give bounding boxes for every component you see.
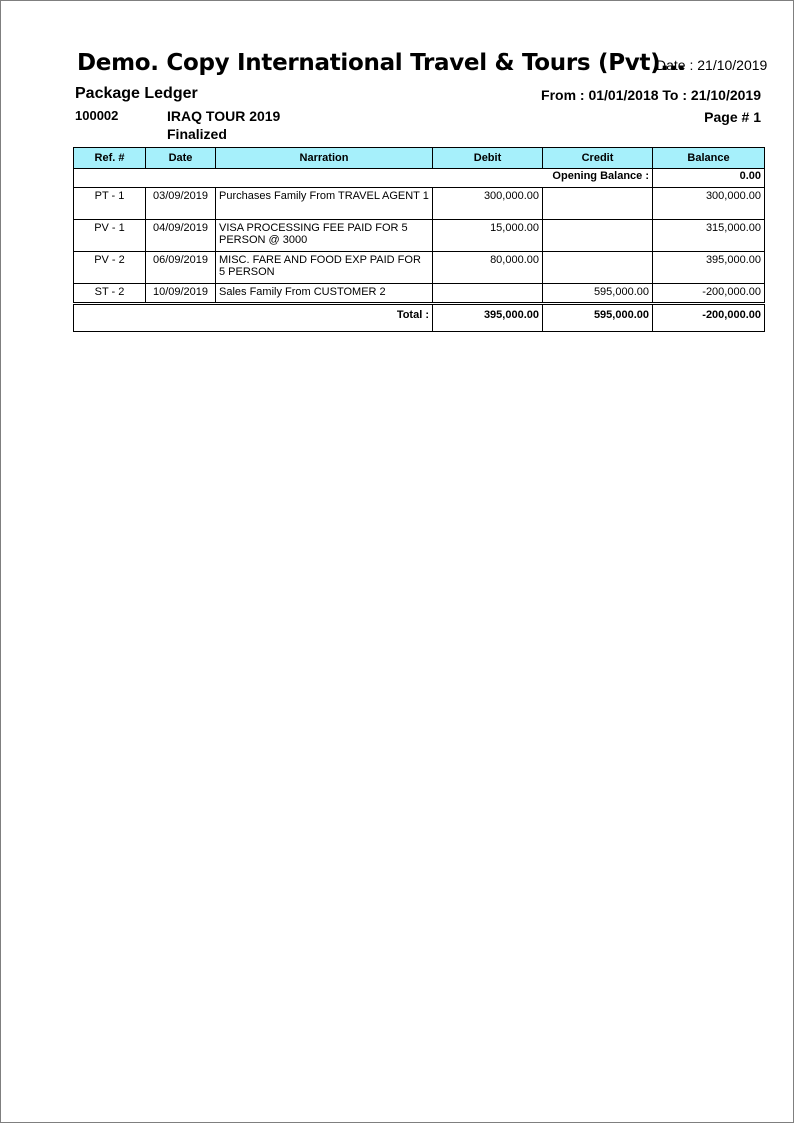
report-title: Package Ledger <box>75 85 198 102</box>
row-ref: PT - 1 <box>74 188 146 220</box>
total-credit: 595,000.00 <box>543 305 653 332</box>
table-header-row <box>74 148 765 169</box>
column-header-balance: Balance <box>653 148 765 169</box>
row-balance: -200,000.00 <box>653 284 765 303</box>
table-row <box>74 284 765 303</box>
table-row <box>74 220 765 252</box>
report-date: Date : 21/10/2019 <box>656 57 768 73</box>
opening-balance-value: 0.00 <box>653 169 765 188</box>
package-name: IRAQ TOUR 2019 <box>167 108 281 124</box>
row-date: 06/09/2019 <box>146 252 216 284</box>
row-balance: 300,000.00 <box>653 188 765 220</box>
row-narration: VISA PROCESSING FEE PAID FOR 5 PERSON @ 3000 <box>216 220 433 252</box>
table-row <box>74 188 765 220</box>
column-header-date: Date <box>146 148 216 169</box>
row-narration: Purchases Family From TRAVEL AGENT 1 <box>216 188 433 220</box>
date-range: From : 01/01/2018 To : 21/10/2019 <box>541 87 761 103</box>
row-credit <box>543 188 653 220</box>
row-balance: 315,000.00 <box>653 220 765 252</box>
row-date: 03/09/2019 <box>146 188 216 220</box>
row-ref: PV - 1 <box>74 220 146 252</box>
column-header-debit: Debit <box>433 148 543 169</box>
row-credit <box>543 220 653 252</box>
row-debit: 300,000.00 <box>433 188 543 220</box>
total-debit: 395,000.00 <box>433 305 543 332</box>
row-date: 10/09/2019 <box>146 284 216 303</box>
row-narration: Sales Family From CUSTOMER 2 <box>216 284 433 303</box>
column-header-ref: Ref. # <box>74 148 146 169</box>
row-date: 04/09/2019 <box>146 220 216 252</box>
row-debit: 80,000.00 <box>433 252 543 284</box>
total-row <box>74 305 765 332</box>
table-row <box>74 252 765 284</box>
total-balance: -200,000.00 <box>653 305 765 332</box>
row-credit <box>543 252 653 284</box>
row-ref: PV - 2 <box>74 252 146 284</box>
package-status: Finalized <box>167 126 227 142</box>
row-balance: 395,000.00 <box>653 252 765 284</box>
total-label: Total : <box>74 305 433 332</box>
row-credit: 595,000.00 <box>543 284 653 303</box>
row-debit <box>433 284 543 303</box>
opening-balance-row <box>74 169 765 188</box>
company-name: Demo. Copy International Travel & Tours (Pvt)... <box>77 50 686 76</box>
ledger-table <box>73 147 765 332</box>
row-debit: 15,000.00 <box>433 220 543 252</box>
row-narration: MISC. FARE AND FOOD EXP PAID FOR 5 PERSON <box>216 252 433 284</box>
row-ref: ST - 2 <box>74 284 146 303</box>
package-code: 100002 <box>75 108 119 123</box>
page-number: Page # 1 <box>704 109 761 125</box>
opening-balance-label: Opening Balance : <box>74 169 653 188</box>
column-header-credit: Credit <box>543 148 653 169</box>
column-header-narration: Narration <box>216 148 433 169</box>
